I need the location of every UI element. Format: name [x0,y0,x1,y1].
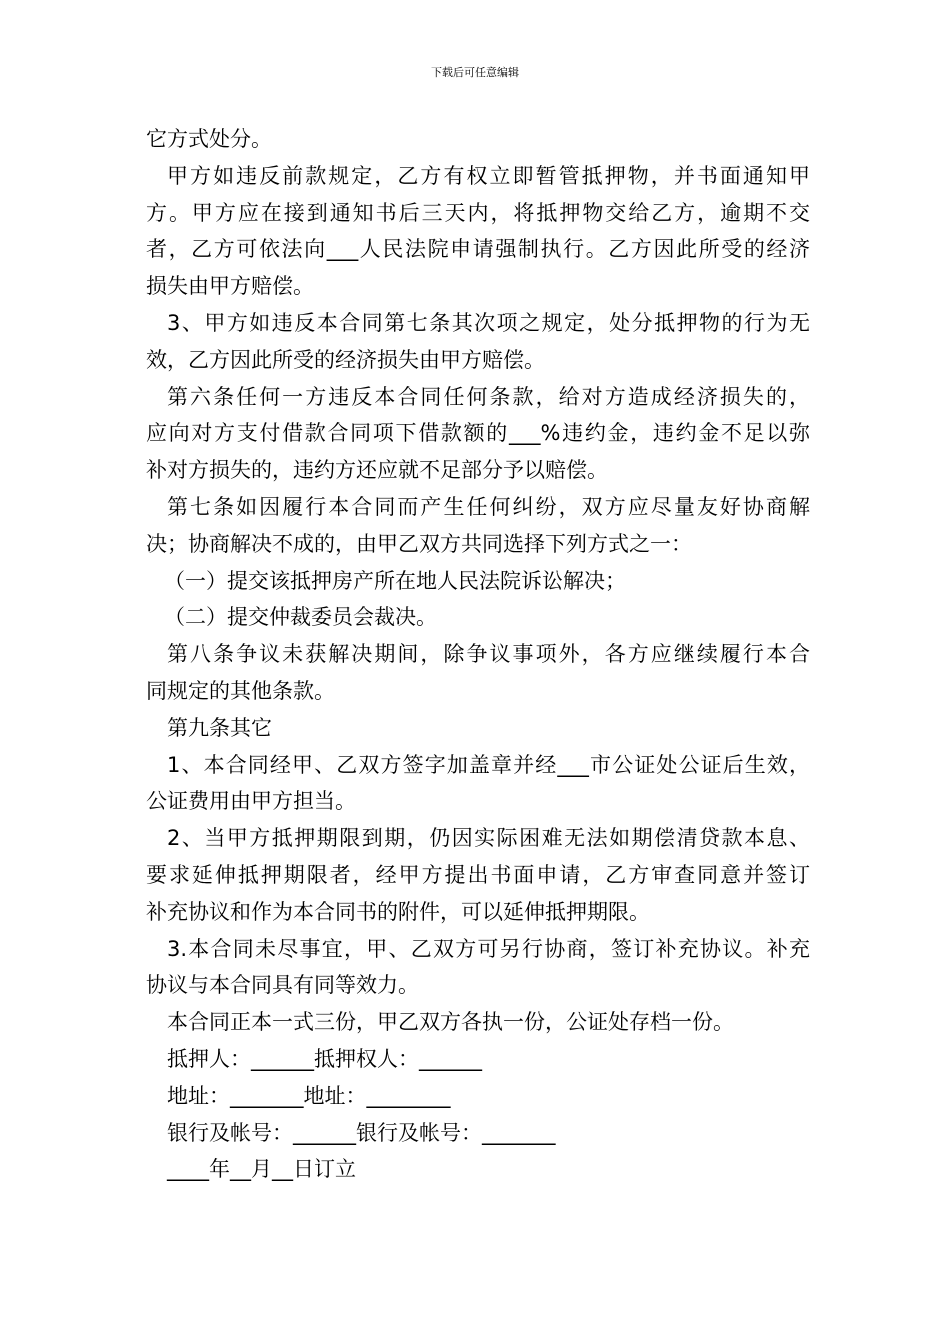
paragraph-line: （一）提交该抵押房产所在地人民法院诉讼解决； [164,568,626,593]
paragraph-line: 协议与本合同具有同等效力。 [146,973,419,998]
paragraph-line: 甲方如违反前款规定，乙方有权立即暂管抵押物，并书面通知甲 [167,163,810,188]
paragraph-line: 补充协议和作为本合同书的附件，可以延伸抵押期限。 [146,899,650,924]
paragraph-line: 第八条争议未获解决期间，除争议事项外，各方应继续履行本合 [167,642,810,667]
paragraph-line: 要求延伸抵押期限者，经甲方提出书面申请，乙方审查同意并签订 [146,862,810,887]
signature-line-parties: 抵押人：______抵押权人：______ [167,1046,482,1071]
paragraph-line: 2、当甲方抵押期限到期，仍因实际困难无法如期偿清贷款本息、 [167,826,810,851]
paragraph-line: 3、甲方如违反本合同第七条其次项之规定，处分抵押物的行为无 [167,310,810,335]
signature-line-date: ____年__月__日订立 [167,1157,356,1182]
page-header: 下载后可任意编辑 [431,66,519,79]
paragraph-line: 同规定的其他条款。 [146,678,335,703]
signature-line-bank: 银行及帐号：______银行及帐号：_______ [167,1120,556,1145]
paragraph-line: 补对方损失的，违约方还应就不足部分予以赔偿。 [146,458,608,483]
paragraph-line: 本合同正本一式三份，甲乙双方各执一份，公证处存档一份。 [167,1010,734,1035]
paragraph-line: 公证费用由甲方担当。 [146,789,356,814]
section-heading: 第九条其它 [167,715,272,740]
paragraph-line: 效，乙方因此所受的经济损失由甲方赔偿。 [146,347,545,372]
paragraph-line: 第六条任何一方违反本合同任何条款，给对方造成经济损失的， [167,384,810,409]
paragraph-line: 1、本合同经甲、乙双方签字加盖章并经___市公证处公证后生效， [167,752,810,777]
paragraph-line: 第七条如因履行本合同而产生任何纠纷，双方应尽量友好协商解 [167,494,810,519]
paragraph-line: 应向对方支付借款合同项下借款额的___%违约金，违约金不足以弥 [146,421,810,446]
paragraph-line: 损失由甲方赔偿。 [146,274,314,299]
paragraph-line: 它方式处分。 [146,127,272,151]
paragraph-line: （二）提交仲裁委员会裁决。 [164,605,437,630]
paragraph-line: 者，乙方可依法向___人民法院申请强制执行。乙方因此所受的经济 [146,237,810,262]
signature-line-address: 地址：_______地址：________ [167,1083,451,1108]
paragraph-line: 3.本合同未尽事宜，甲、乙双方可另行协商，签订补充协议。补充 [167,936,810,961]
paragraph-line: 方。甲方应在接到通知书后三天内，将抵押物交给乙方，逾期不交 [146,200,810,225]
contract-body [146,121,810,1188]
paragraph-line: 决；协商解决不成的，由甲乙双方共同选择下列方式之一： [146,531,692,556]
